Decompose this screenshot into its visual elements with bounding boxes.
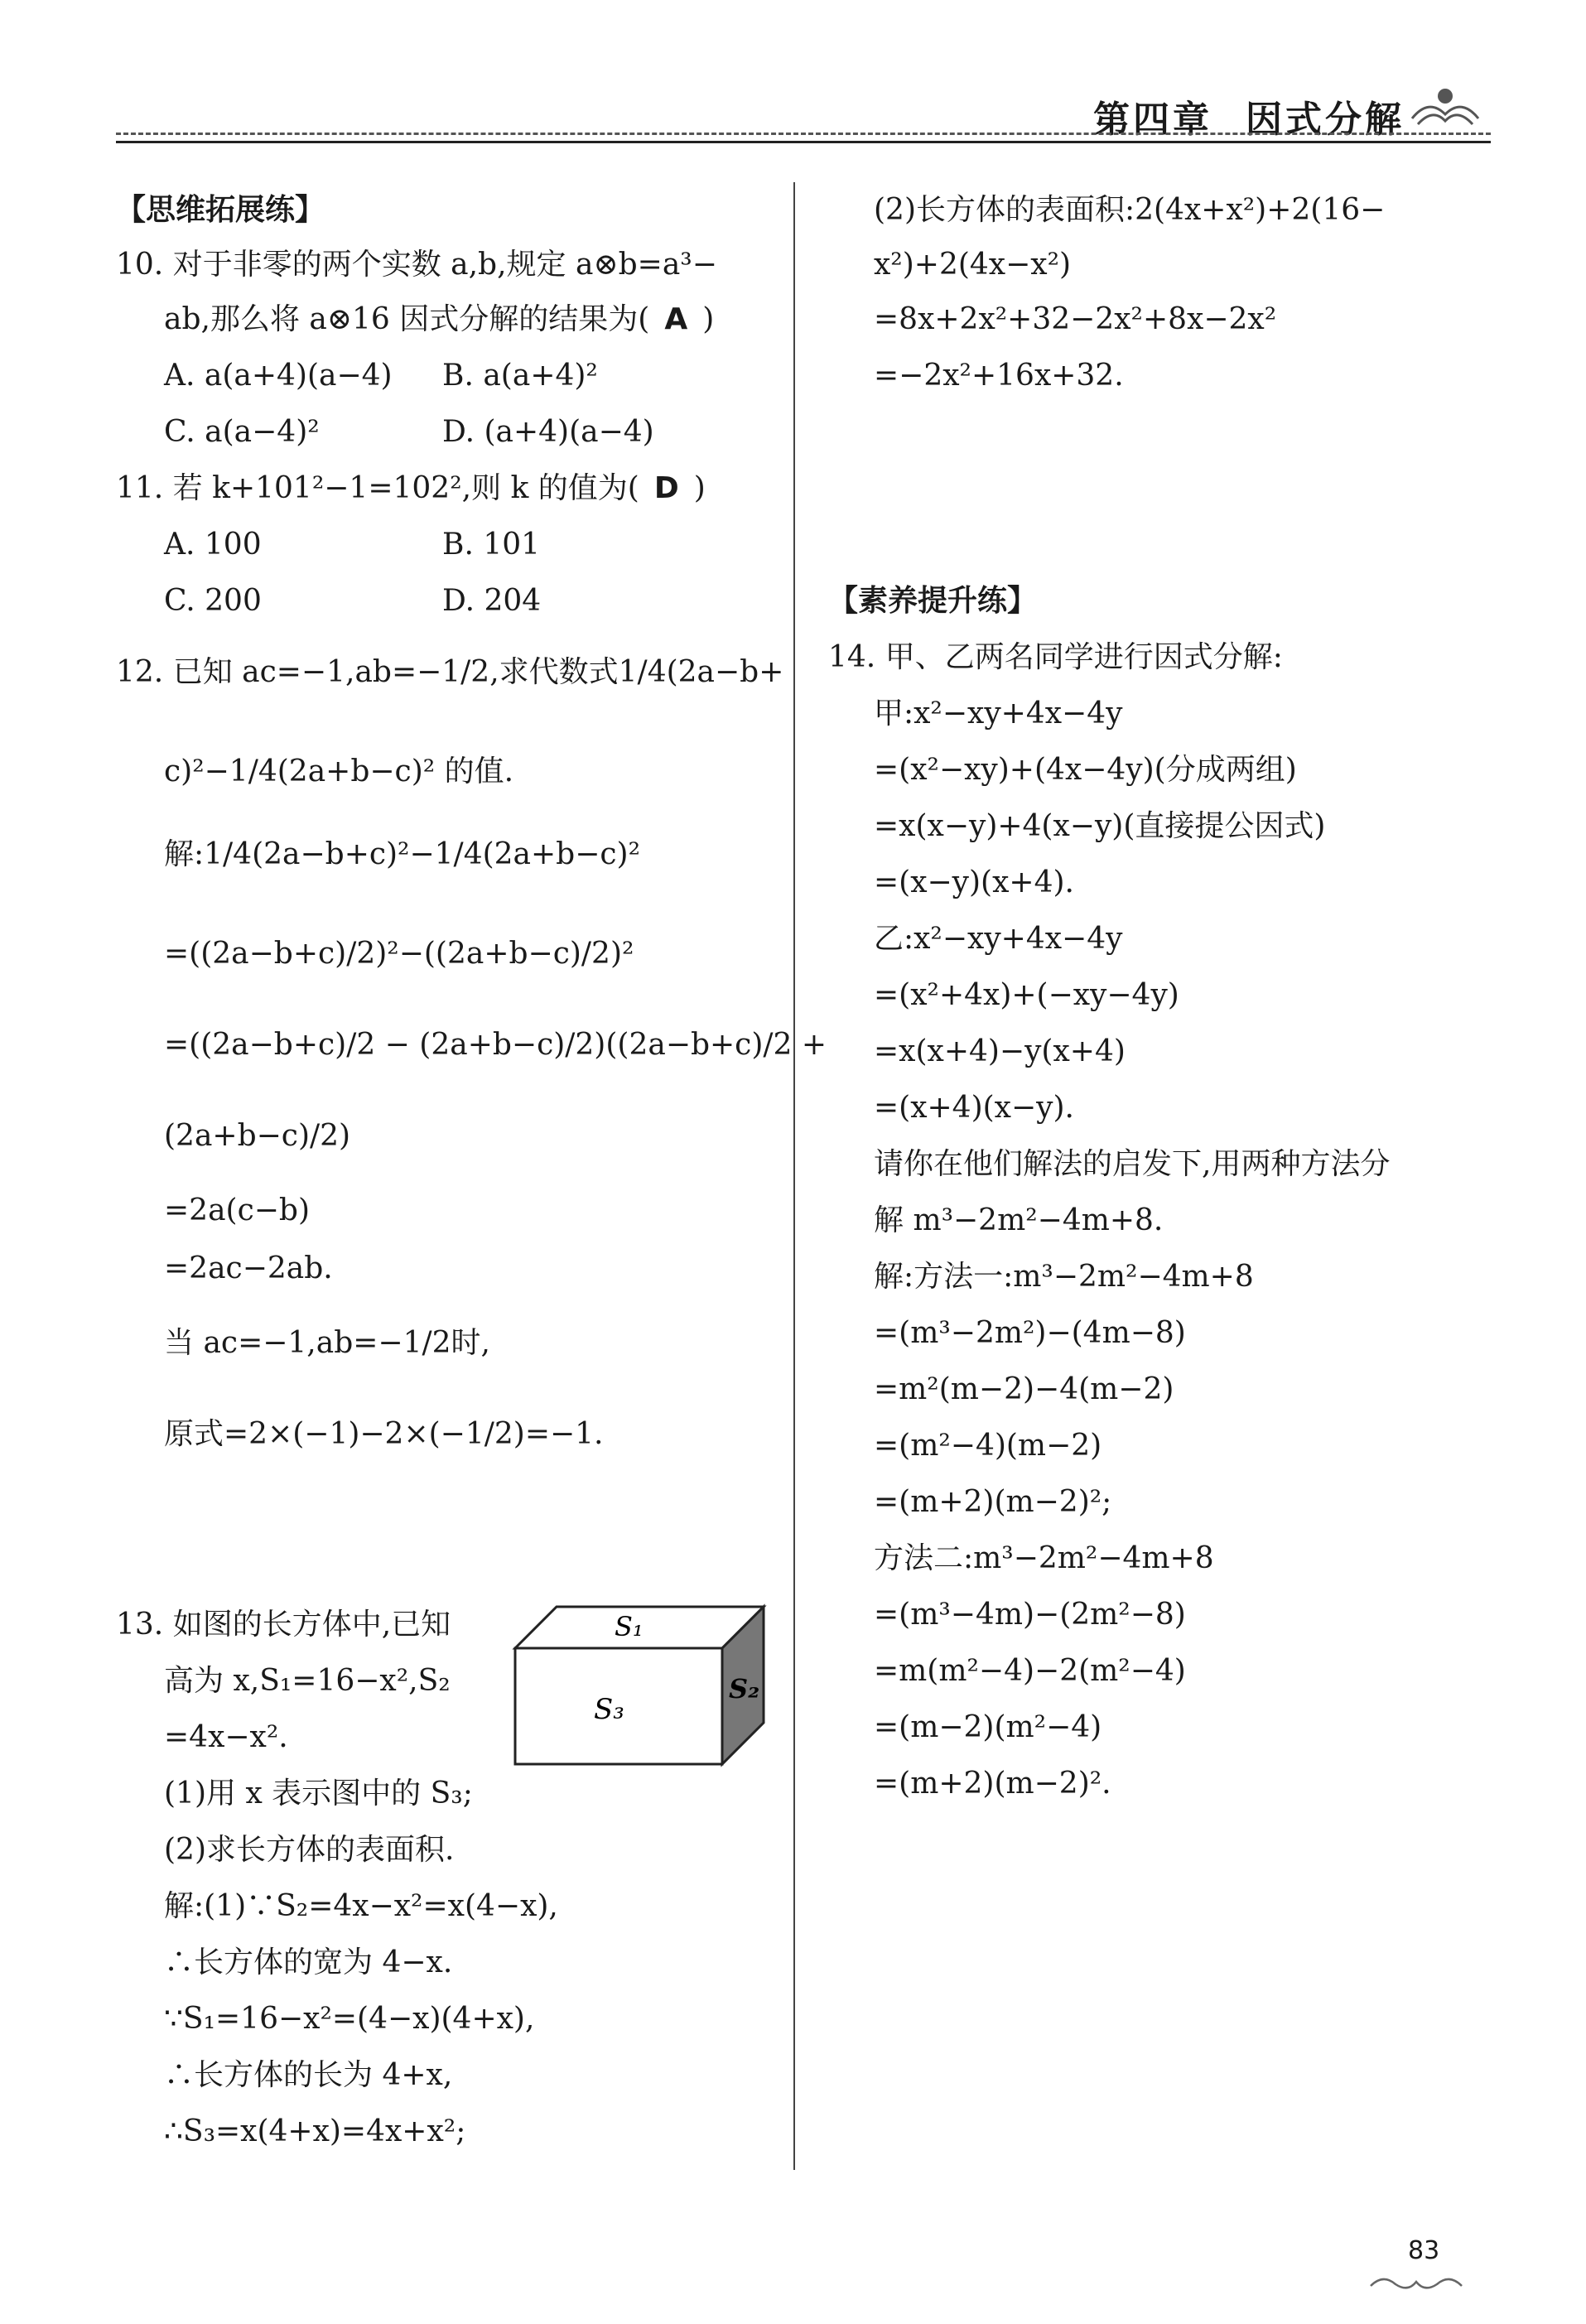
q14-line-5: =(x−y)(x+4). — [874, 865, 1074, 899]
header-dashed-rule — [116, 133, 1491, 135]
label-s3: S₃ — [594, 1693, 624, 1726]
q14-solution-4: =(m²−4)(m−2) — [874, 1429, 1102, 1463]
q14-solution-9: =(m−2)(m²−4) — [874, 1710, 1102, 1744]
q14-line-2: 甲:x²−xy+4x−4y — [874, 697, 1123, 730]
q12-solution-4: (2a+b−c)/2) — [164, 1119, 351, 1153]
chapter-title: 因式分解 — [1246, 99, 1405, 141]
q13-part-1: (1)用 x 表示图中的 S₃; — [164, 1777, 473, 1811]
q14-solution-8: =m(m²−4)−2(m²−4) — [874, 1654, 1186, 1688]
q13-part-2: (2)求长方体的表面积. — [164, 1833, 455, 1867]
q12-solution-5: =2a(c−b) — [164, 1193, 310, 1227]
q14-solution-10: =(m+2)(m−2)². — [874, 1767, 1111, 1801]
cuboid-figure — [507, 1598, 772, 1772]
q12-solution-1: 解:1/4(2a−b+c)²−1/4(2a+b−c)² — [164, 837, 641, 871]
q13-surface-4: =−2x²+16x+32. — [874, 359, 1124, 393]
q13-solution-4: ∴长方体的长为 4+x, — [164, 2058, 453, 2092]
chapter-number: 第四章 — [1093, 99, 1212, 141]
q11-option-a: A. 100 — [164, 528, 262, 562]
q12-line-1: 12. 已知 ac=−1,ab=−1/2,求代数式1/4(2a−b+ — [116, 655, 784, 689]
q10-option-d: D. (a+4)(a−4) — [442, 415, 654, 449]
header-ornament-icon — [1408, 81, 1482, 131]
q14-line-1: 14. 甲、乙两名同学进行因式分解: — [828, 640, 1283, 674]
q12-line-2: c)²−1/4(2a+b−c)² 的值. — [164, 755, 514, 788]
q12-solution-2: =((2a−b+c)/2)²−((2a+b−c)/2)² — [164, 937, 634, 971]
q11-line: 11. 若 k+101²−1=102²,则 k 的值为( D ) — [116, 471, 706, 505]
q14-solution-1: 解:方法一:m³−2m²−4m+8 — [874, 1260, 1254, 1294]
q13-line-1: 13. 如图的长方体中,已知 — [116, 1608, 451, 1642]
q12-solution-3: =((2a−b+c)/2 − (2a+b−c)/2)((2a−b+c)/2 + — [164, 1028, 827, 1062]
q13-solution-2: ∴长方体的宽为 4−x. — [164, 1946, 453, 1979]
q14-line-7: =(x²+4x)+(−xy−4y) — [874, 978, 1179, 1012]
q12-solution-8: 原式=2×(−1)−2×(−1/2)=−1. — [164, 1417, 604, 1451]
q10-option-b: B. a(a+4)² — [442, 359, 598, 393]
q14-line-10: 请你在他们解法的启发下,用两种方法分 — [874, 1147, 1391, 1181]
q13-line-3: =4x−x². — [164, 1720, 288, 1754]
q12-solution-6: =2ac−2ab. — [164, 1251, 333, 1285]
label-s2: S₂ — [729, 1673, 760, 1704]
q14-solution-2: =(m³−2m²)−(4m−8) — [874, 1316, 1186, 1350]
q10-line-1: 10. 对于非零的两个实数 a,b,规定 a⊗b=a³− — [116, 248, 717, 282]
q14-line-9: =(x+4)(x−y). — [874, 1091, 1074, 1125]
header-rule — [116, 141, 1491, 143]
q13-solution-3: ∵S₁=16−x²=(4−x)(4+x), — [164, 2002, 535, 2036]
q11-option-c: C. 200 — [164, 584, 262, 618]
q13-surface-1: (2)长方体的表面积:2(4x+x²)+2(16− — [874, 193, 1386, 227]
q14-line-4: =x(x−y)+4(x−y)(直接提公因式) — [874, 809, 1326, 843]
q13-surface-2: x²)+2(4x−x²) — [874, 248, 1072, 282]
section-thinking-expansion: 【思维拓展练】 — [116, 193, 325, 227]
q13-solution-1: 解:(1)∵S₂=4x−x²=x(4−x), — [164, 1889, 558, 1923]
label-s1: S₁ — [615, 1611, 644, 1642]
q10-option-c: C. a(a−4)² — [164, 415, 320, 449]
q13-surface-3: =8x+2x²+32−2x²+8x−2x² — [874, 302, 1277, 336]
q14-solution-5: =(m+2)(m−2)²; — [874, 1485, 1112, 1519]
q14-solution-7: =(m³−4m)−(2m²−8) — [874, 1598, 1186, 1632]
q14-solution-6: 方法二:m³−2m²−4m+8 — [874, 1541, 1214, 1575]
q10-answer: A — [664, 302, 688, 336]
q14-line-6: 乙:x²−xy+4x−4y — [874, 922, 1123, 956]
column-divider — [793, 182, 795, 2170]
q14-solution-3: =m²(m−2)−4(m−2) — [874, 1372, 1174, 1406]
section-literacy-improvement: 【素养提升练】 — [828, 584, 1038, 618]
q14-line-11: 解 m³−2m²−4m+8. — [874, 1203, 1164, 1237]
page-ornament-icon — [1367, 2269, 1466, 2294]
q11-option-d: D. 204 — [442, 584, 542, 618]
q12-solution-7: 当 ac=−1,ab=−1/2时, — [164, 1326, 490, 1360]
q13-line-2: 高为 x,S₁=16−x²,S₂ — [164, 1664, 451, 1698]
q14-line-8: =x(x+4)−y(x+4) — [874, 1034, 1126, 1068]
q11-option-b: B. 101 — [442, 528, 541, 562]
q10-line-2: ab,那么将 a⊗16 因式分解的结果为( A ) — [164, 302, 715, 336]
q11-answer: D — [653, 471, 679, 505]
page-number: 83 — [1408, 2236, 1440, 2265]
q13-solution-5: ∴S₃=x(4+x)=4x+x²; — [164, 2114, 466, 2148]
q14-line-3: =(x²−xy)+(4x−4y)(分成两组) — [874, 753, 1297, 787]
q10-option-a: A. a(a+4)(a−4) — [164, 359, 393, 393]
